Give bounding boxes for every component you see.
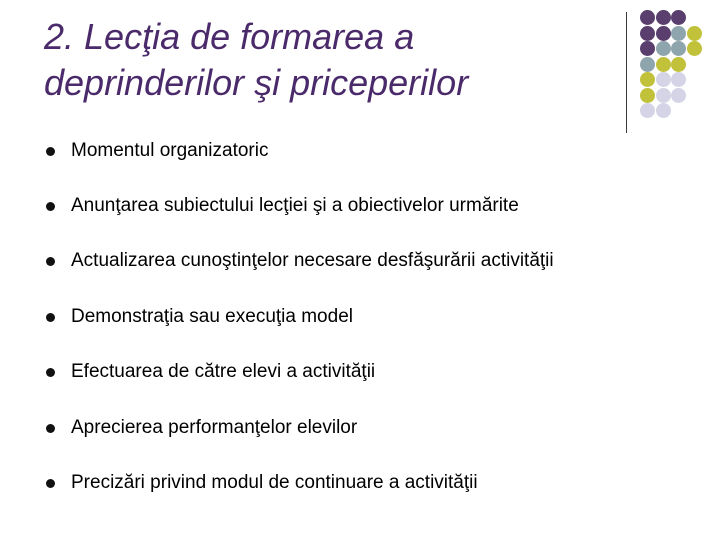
list-item [46,138,686,164]
bullet-icon [46,147,55,156]
decorative-dot [656,72,671,87]
decorative-dot [671,57,686,72]
bullet-icon [46,424,55,433]
decorative-dot [656,88,671,103]
decorative-dot [640,88,655,103]
decorative-dot [671,88,686,103]
bullet-text: Actualizarea cunoştinţelor necesare desfăşurării activităţii [71,250,554,271]
list-item [46,415,686,441]
decorative-dot [671,26,686,41]
decorative-dot [640,72,655,87]
list-item [46,193,686,219]
bullet-icon [46,257,55,266]
bullet-text: Efectuarea de către elevi a activităţii [71,361,376,382]
bullet-icon [46,479,55,488]
decorative-dot [687,41,702,56]
bullet-icon [46,368,55,377]
bullet-text: Aprecierea performanţelor elevilor [71,417,358,438]
decorative-dot [640,57,655,72]
decorative-dot [656,10,671,25]
list-item [46,470,686,496]
decorative-dot [656,57,671,72]
bullet-icon [46,202,55,211]
title-line-1: 2. Lecţia de formarea a [44,16,415,57]
decorative-dot [640,26,655,41]
decorative-dot [671,10,686,25]
bullet-text: Anunţarea subiectului lecţiei şi a obiectivelor urmărite [71,195,519,216]
decorative-dot [656,41,671,56]
decorative-dot [640,10,655,25]
bullet-text: Momentul organizatoric [71,140,269,161]
list-item [46,304,686,330]
bullet-text: Precizări privind modul de continuare a activităţii [71,472,478,493]
decorative-dot [656,26,671,41]
decorative-dot [640,103,655,118]
decorative-dot-grid [640,10,720,120]
bullet-text: Demonstraţia sau execuţia model [71,306,353,327]
decorative-dot [671,72,686,87]
list-item [46,248,686,274]
decorative-dot [687,26,702,41]
title-line-2: deprinderilor şi priceperilor [44,62,469,103]
slide-title [44,14,604,106]
list-item [46,359,686,385]
decorative-dot [671,41,686,56]
decorative-dot [656,103,671,118]
decorative-dot [640,41,655,56]
bullet-icon [46,313,55,322]
title-divider [626,12,627,133]
